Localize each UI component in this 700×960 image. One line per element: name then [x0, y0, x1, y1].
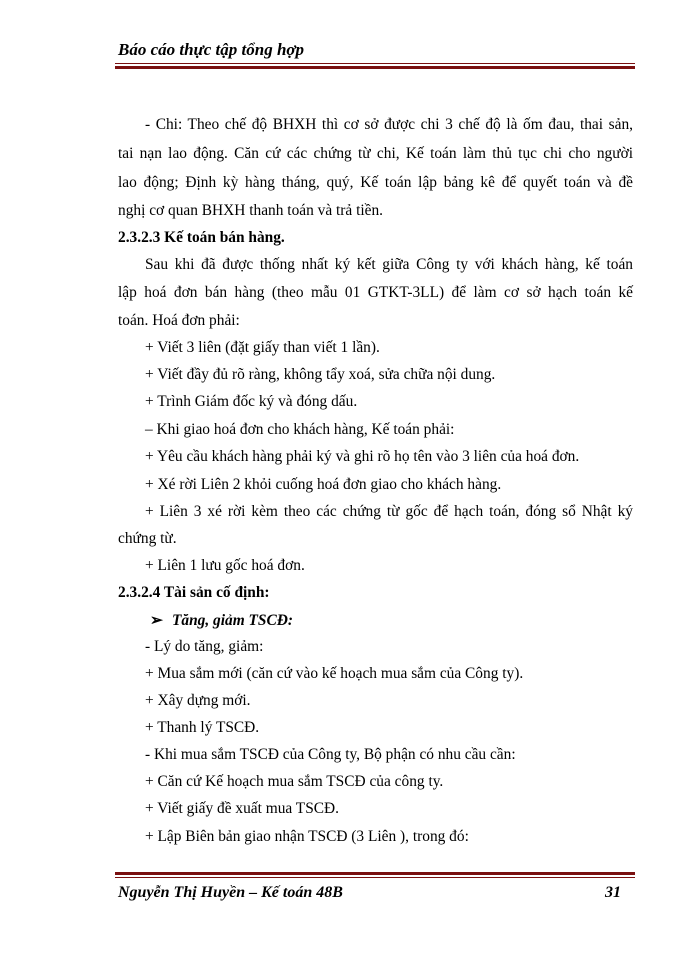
- list-item: + Viết giấy đề xuất mua TSCĐ.: [145, 800, 339, 817]
- paragraph-line: lập hoá đơn bán hàng (theo mẫu 01 GTKT-3LL) để làm cơ sở hạch toán kế: [118, 284, 633, 301]
- footer-rule-thin: [115, 877, 635, 878]
- paragraph-line: Sau khi đã được thống nhất ký kết giữa Công ty với khách hàng, kế toán: [145, 256, 633, 273]
- paragraph-line: - Chi: Theo chế độ BHXH thì cơ sở được chi 3 chế độ là ốm đau, thai sản,: [145, 116, 633, 133]
- list-item: + Căn cứ Kế hoạch mua sắm TSCĐ của công ty.: [145, 773, 444, 790]
- section-heading: 2.3.2.4 Tài sản cố định:: [118, 584, 270, 601]
- list-item: + Mua sắm mới (căn cứ vào kế hoạch mua sắm của Công ty).: [145, 665, 524, 682]
- list-item: + Xây dựng mới.: [145, 692, 251, 709]
- header-rule-thick: [115, 66, 635, 69]
- list-item: + Yêu cầu khách hàng phải ký và ghi rõ họ tên vào 3 liên của hoá đơn.: [145, 448, 580, 465]
- footer-rule-thick: [115, 872, 635, 875]
- header-rule-thin: [115, 63, 635, 64]
- list-item: + Viết 3 liên (đặt giấy than viết 1 lần).: [145, 339, 380, 356]
- section-heading: 2.3.2.3 Kế toán bán hàng.: [118, 229, 285, 246]
- paragraph-line: tai nạn lao động. Căn cứ các chứng từ chi, Kế toán làm thủ tục chi cho người: [118, 145, 633, 162]
- list-item: + Thanh lý TSCĐ.: [145, 719, 260, 736]
- list-item: + Viết đầy đủ rõ ràng, không tẩy xoá, sửa chữa nội dung.: [145, 366, 496, 383]
- paragraph-line: toán. Hoá đơn phải:: [118, 312, 240, 329]
- page-number: 31: [605, 884, 621, 901]
- paragraph-line: lao động; Định kỳ hàng tháng, quý, Kế toán lập bảng kê để quyết toán và đề: [118, 174, 633, 191]
- subsection-heading: [150, 611, 293, 630]
- arrow-bullet-icon: ➢: [150, 612, 163, 629]
- list-item: - Lý do tăng, giảm:: [145, 638, 264, 655]
- list-item: + Xé rời Liên 2 khỏi cuống hoá đơn giao cho khách hàng.: [145, 476, 502, 493]
- list-item-continuation: chứng từ.: [118, 530, 177, 547]
- header-title: Báo cáo thực tập tổng hợp: [118, 40, 305, 59]
- paragraph-line: nghị cơ quan BHXH thanh toán và trả tiền.: [118, 202, 384, 219]
- list-item: - Khi mua sắm TSCĐ của Công ty, Bộ phận có nhu cầu cần:: [145, 746, 516, 763]
- subsection-title: Tăng, giảm TSCĐ:: [172, 612, 293, 629]
- list-item: + Lập Biên bản giao nhận TSCĐ (3 Liên ), trong đó:: [145, 828, 469, 845]
- list-item: + Trình Giám đốc ký và đóng dấu.: [145, 393, 358, 410]
- footer-author: Nguyễn Thị Huyền – Kế toán 48B: [118, 884, 343, 901]
- list-item: + Liên 3 xé rời kèm theo các chứng từ gốc để hạch toán, đóng sổ Nhật ký: [145, 503, 633, 520]
- list-item: + Liên 1 lưu gốc hoá đơn.: [145, 557, 305, 574]
- list-item: – Khi giao hoá đơn cho khách hàng, Kế toán phải:: [145, 421, 455, 438]
